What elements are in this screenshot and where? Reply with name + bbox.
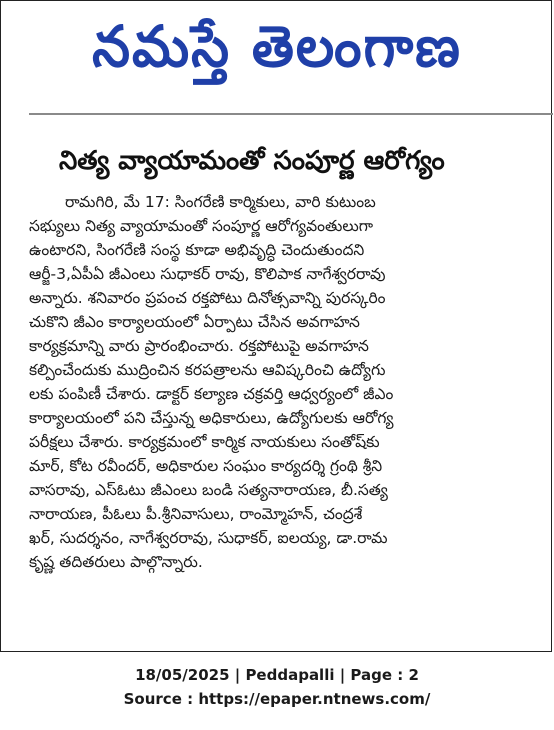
article-line: పరీక్షలు చేశారు. కార్యక్రమంలో కార్మిక నాయకులు సంతోష్‌కు xyxy=(29,433,380,451)
article-line: వాసరావు, ఎస్ఓటు జీఎంలు బండి సత్యనారాయణ, బీ.సత్య xyxy=(29,481,388,499)
article-line: కృష్ణ తదితరులు పాల్గొన్నారు. xyxy=(29,553,203,571)
article-line: నారాయణ, పీఓలు పీ.శ్రీనివాసులు, రాంమ్మోహన్, చంద్రశే xyxy=(29,505,363,523)
article-line: అన్నారు. శనివారం ప్రపంచ రక్తపోటు దినోత్సవాన్ని పురస్కరిం xyxy=(29,289,386,307)
masthead-divider xyxy=(29,113,553,115)
footer-date-line: 18/05/2025 | Peddapalli | Page : 2 xyxy=(135,666,419,684)
article-line: ఉంటారని, సింగరేణి సంస్థ కూడా అభివృద్ధి చెందుతుందని xyxy=(29,241,365,259)
footer-source-line: Source : https://epaper.ntnews.com/ xyxy=(123,690,431,708)
article-line: ఆర్జీ-3,ఏపీఏ జీఎంలు సుధాకర్ రావు, కొలిపాక నాగేశ్వరరావు xyxy=(29,265,386,283)
article-line: లకు పంపిణీ చేశారు. డాక్టర్ కల్యాణ చక్రవర్తి ఆధ్వర్యంలో జీఎం xyxy=(29,385,394,403)
article-line: మార్, కోట రవీందర్, అధికారుల సంఘం కార్యదర్శి గ్రంథి శ్రీని xyxy=(29,457,383,475)
article-line: రామగిరి, మే 17: సింగరేణి కార్మికులు, వారి కుటుంబ xyxy=(65,193,376,211)
article-line: కార్యక్రమాన్ని వారు ప్రారంభించారు. రక్తపోటుపై అవగాహన xyxy=(29,337,369,355)
masthead-logo-title: నమస్తే తెలంగాణ xyxy=(92,13,462,80)
masthead xyxy=(1,1,553,109)
article-line: చుకొని జీఎం కార్యాలయంలో ఏర్పాటు చేసిన అవగాహన xyxy=(29,313,360,331)
article-headline: నిత్య వ్యాయామంతో సంపూర్ణ ఆరోగ్యం xyxy=(59,146,445,176)
article-line: కార్యాలయంలో పని చేస్తున్న అధికారులు, ఉద్యోగులకు ఆరోగ్య xyxy=(29,409,394,427)
article-line: ఖర్, సుదర్శనం, నాగేశ్వరరావు, సుధాకర్, ఐలయ్య, డా.రామ xyxy=(29,529,388,547)
article-body xyxy=(29,190,525,642)
article-line: సభ్యులు నిత్య వ్యాయామంతో సంపూర్ణ ఆరోగ్యవంతులుగా xyxy=(29,217,374,235)
article-line: కల్పించేందుకు ముద్రించిన కరపత్రాలను ఆవిష్కరించి ఉద్యోగు xyxy=(29,361,386,379)
